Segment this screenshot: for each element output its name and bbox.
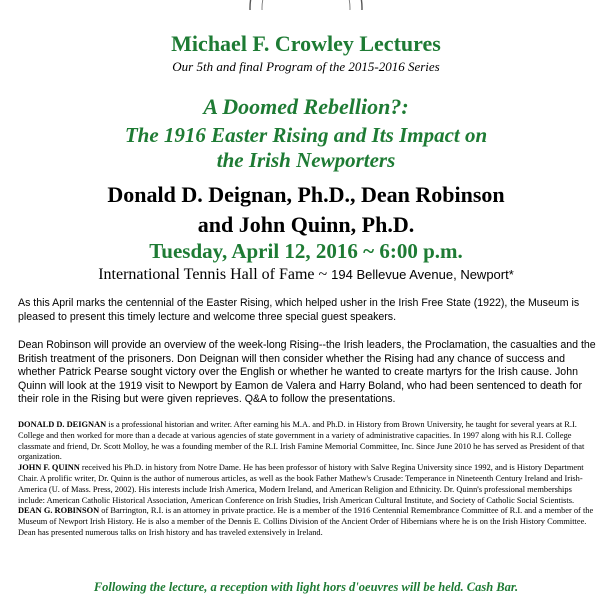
venue-address: 194 Bellevue Avenue, Newport* (331, 267, 514, 282)
lecture-title: A Doomed Rebellion?: (203, 94, 409, 119)
speakers-line-1: Donald D. Deignan, Ph.D., Dean Robinson (107, 182, 505, 207)
series-subtitle: Our 5th and final Program of the 2015-2016 Series (172, 59, 440, 74)
speakers (0, 180, 612, 240)
overview-paragraph: Dean Robinson will provide an overview of the week-long Rising--the Irish leaders, the Proclamation, the casualties and the British treatment of the prisoners. Don Deignan will then consider whether the Rising had any chance of success and whether Patrick Pearse sought victory over the English or whether he wanted to create martyrs for the Irish cause. John Quinn will look at the 1919 visit to Newport by Eamon de Valera and Harry Boland, who had been sentenced to death for their role in the Rising but were given reprieves. Q&A to follow the presentations. (18, 339, 596, 406)
lecture-subtitle (0, 123, 612, 173)
reception-note: Following the lecture, a reception with light hors d'oeuvres will be held. Cash Bar. (93, 580, 519, 594)
bio-name: DONALD D. DEIGNAN (18, 420, 107, 429)
bio-robinson (18, 506, 598, 538)
intro-paragraph: As this April marks the centennial of the Easter Rising, which helped usher in the Irish Free State (1922), the Museum is pleased to present this timely lecture and welcome three special guest speakers. (18, 297, 580, 323)
speaker-bios (18, 420, 598, 539)
venue-name: International Tennis Hall of Fame ~ (98, 266, 332, 283)
museum-seal-logo (238, 0, 374, 10)
bio-quinn (18, 463, 598, 506)
bio-text: is a professional historian and writer. After earning his M.A. and Ph.D. in History from Brown University, he taught for several years at R.I. College and then worked for more than a decade at various agencies of state government in a variety of administrative capacities. In 1997 along with his R.I. College classmate and friend, Dr. Scott Molloy, he was a founding member of the R.I. Irish Famine Memorial Committee, Inc. Since June 2010 he has served as President of that organization. (18, 420, 585, 462)
event-datetime: Tuesday, April 12, 2016 ~ 6:00 p.m. (149, 239, 463, 263)
bio-deignan (18, 420, 598, 463)
lecture-subtitle-line-1: The 1916 Easter Rising and Its Impact on (124, 123, 488, 147)
lecture-subtitle-line-2: the Irish Newporters (216, 148, 396, 172)
speakers-line-2: and John Quinn, Ph.D. (197, 212, 415, 237)
series-title: Michael F. Crowley Lectures (171, 31, 441, 56)
bio-name: DEAN G. ROBINSON (18, 506, 100, 516)
bio-text: of Barrington, R.I. is an attorney in private practice. He is a member of the 1916 Centennial Remembrance Committee of R.I. and a member of the Museum of Newport Irish History. He is also a member of the Dennis E. Collins Division of the Ancient Order of Hibernians where he is on the Irish History Committee. Dean has presented numerous talks on Irish history and has traveled extensively in Ireland. (18, 506, 594, 537)
bio-name: JOHN F. QUINN (18, 463, 80, 473)
event-venue (0, 265, 612, 285)
bio-text: received his Ph.D. in history from Notre Dame. He has been professor of history with Salve Regina University since 1992, and is History Department Chair. A prolific writer, Dr. Quinn is the author of numerous articles, as well as the book Father Mathew's Crusade: Temperance in Nineteenth Century Ireland and Irish-America (U. of Mass. Press, 2002). His interests include Irish America, Modern Ireland, and American Religion and Ethnicity. Dr. Quinn's professional memberships include: American Catholic Historical Association, American Conference on Irish Studies, Irish American Cultural Institute, and Society of Catholic Social Scientists. (18, 463, 584, 505)
